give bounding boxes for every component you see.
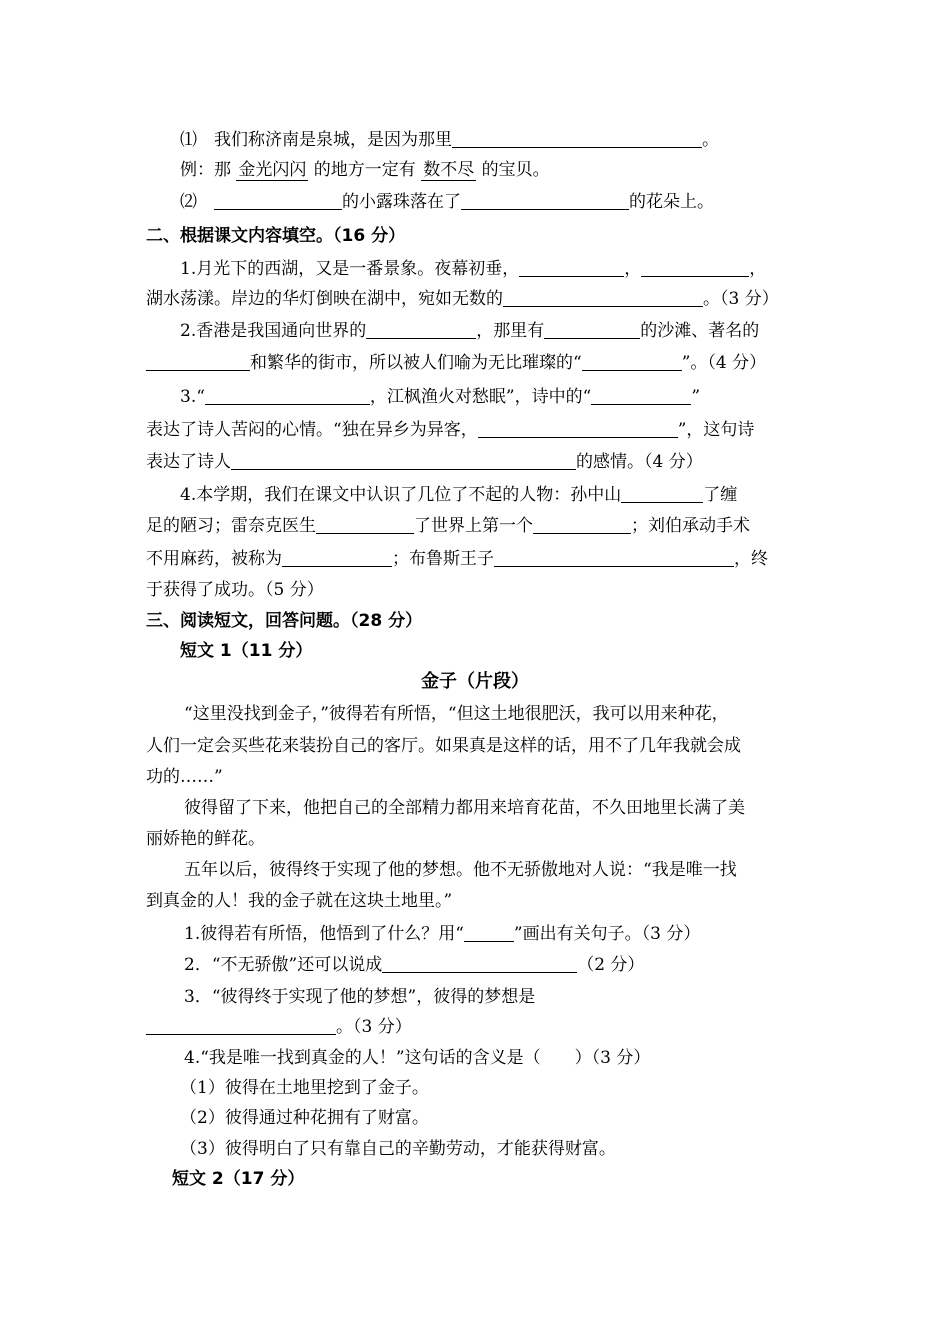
answer-blank[interactable]: [544, 320, 640, 339]
answer-blank[interactable]: [641, 258, 749, 277]
part2-q4-line2: [146, 514, 750, 538]
answer-blank[interactable]: [452, 129, 702, 148]
part2-q3-line3: [146, 450, 703, 474]
passage-line: 到真金的人！我的金子就在这块土地里。”: [146, 891, 453, 911]
answer-blank[interactable]: [494, 548, 734, 567]
part1-q1-end: 。: [702, 130, 719, 150]
passage2-label: 短文 2（17 分）: [172, 1169, 305, 1189]
part2-q1-line1: [180, 257, 766, 281]
text: 和繁华的街市，所以被人们喻为无比璀璨的“: [250, 353, 582, 373]
option-1: （1）彼得在土地里挖到了金子。: [180, 1078, 429, 1098]
answer-blank[interactable]: [205, 386, 370, 405]
part2-heading: 二、根据课文内容填空。（16 分）: [146, 226, 406, 246]
text: ，: [749, 259, 767, 279]
part3-q4: 4.“我是唯一找到真金的人！”这句话的含义是（ ）（3 分）: [184, 1048, 651, 1068]
part2-q4-line1: [180, 483, 737, 507]
part1-q2: [180, 190, 714, 214]
part3-heading: 三、阅读短文，回答问题。（28 分）: [146, 611, 423, 631]
answer-blank[interactable]: [621, 484, 703, 503]
answer-blank[interactable]: [461, 191, 629, 210]
underline-sample: [464, 923, 514, 942]
example-underlined-word-2: 数不尽: [423, 160, 475, 180]
text: 了缠: [703, 485, 738, 505]
answer-blank[interactable]: [146, 1016, 336, 1035]
passage-line: 彼得留了下来，他把自己的全部精力都用来培育花苗，不久田地里长满了美: [184, 798, 745, 818]
text: 3.“: [180, 387, 205, 407]
text: 2.香港是我国通向世界的: [180, 321, 367, 341]
part1-q1: [180, 128, 719, 152]
part3-q1: [184, 922, 700, 946]
passage1-label: 短文 1（11 分）: [180, 641, 313, 661]
answer-blank[interactable]: [503, 288, 703, 307]
part1-q1-text: ⑴ 我们称济南是泉城，是因为那里: [180, 130, 452, 150]
answer-blank[interactable]: [591, 386, 691, 405]
text: 1.彼得若有所悟，他悟到了什么？用“: [184, 924, 464, 944]
text: 2．“不无骄傲”还可以说成: [184, 955, 383, 975]
text: ，那里有: [476, 321, 545, 341]
text: 4.本学期，我们在课文中认识了几位了不起的人物：孙中山: [180, 485, 622, 505]
text: ”。（4 分）: [681, 353, 767, 373]
example-end: 的宝贝。: [476, 160, 550, 180]
text: ，终: [734, 549, 768, 569]
part3-q3-line1: 3．“彼得终于实现了他的梦想”，彼得的梦想是: [184, 987, 536, 1007]
passage-title: 金子（片段）: [421, 671, 529, 692]
part2-q3-line2: [146, 418, 754, 442]
text: ”，这句诗: [677, 420, 755, 440]
passage-line: 丽娇艳的鲜花。: [146, 829, 265, 849]
text: 不用麻药，被称为: [146, 549, 282, 569]
passage-line: “这里没找到金子，”彼得若有所悟，“但这土地很肥沃，我可以用来种花，: [184, 704, 729, 724]
answer-blank[interactable]: [316, 515, 414, 534]
text: 。（3 分）: [703, 289, 779, 309]
text: 的感情。（4 分）: [576, 452, 703, 472]
answer-blank[interactable]: [382, 954, 577, 973]
text: ，江枫渔火对愁眠”，诗中的“: [369, 387, 592, 407]
answer-blank[interactable]: [519, 258, 624, 277]
text: ，: [624, 259, 642, 279]
answer-blank[interactable]: [214, 191, 342, 210]
text: ”: [691, 387, 701, 407]
text: 了世界上第一个: [414, 516, 533, 536]
text: 。（3 分）: [336, 1017, 412, 1037]
text: ”画出有关句子。（3 分）: [513, 924, 701, 944]
answer-blank[interactable]: [366, 320, 476, 339]
text: ；刘伯承动手术: [631, 516, 750, 536]
part2-q3-line1: [180, 385, 700, 409]
answer-blank[interactable]: [478, 419, 678, 438]
part2-q1-line2: [146, 287, 779, 311]
option-3: （3）彼得明白了只有靠自己的辛勤劳动，才能获得财富。: [180, 1139, 616, 1159]
answer-blank[interactable]: [231, 451, 576, 470]
part2-q2-line1: [180, 319, 759, 343]
answer-blank[interactable]: [533, 515, 631, 534]
example-prefix: 例：那: [180, 160, 237, 180]
text: 表达了诗人苦闷的心情。“独在异乡为异客，: [146, 420, 478, 440]
text: 表达了诗人: [146, 452, 231, 472]
answer-blank[interactable]: [282, 548, 392, 567]
part3-q2: [184, 953, 644, 977]
text: 1.月光下的西湖，又是一番景象。夜幕初垂，: [180, 259, 520, 279]
text: 足的陋习；雷奈克医生: [146, 516, 316, 536]
part2-q4-line3: [146, 547, 768, 571]
part2-q4-line4: 于获得了成功。（5 分）: [146, 580, 324, 600]
example-middle: 的地方一定有: [308, 160, 422, 180]
passage-line: 功的……”: [146, 767, 223, 787]
text: ；布鲁斯王子: [392, 549, 494, 569]
text: 湖水荡漾。岸边的华灯倒映在湖中，宛如无数的: [146, 289, 503, 309]
answer-blank[interactable]: [582, 352, 682, 371]
part1-q2-mid: 的小露珠落在了: [342, 192, 461, 212]
text: （2 分）: [577, 955, 645, 975]
answer-blank[interactable]: [146, 352, 250, 371]
part1-q2-end: 的花朵上。: [629, 192, 714, 212]
option-2: （2）彼得通过种花拥有了财富。: [180, 1108, 429, 1128]
part1-example: [180, 158, 550, 182]
passage-line: 五年以后，彼得终于实现了他的梦想。他不无骄傲地对人说：“我是唯一找: [184, 860, 737, 880]
example-underlined-word-1: 金光闪闪: [238, 160, 307, 180]
passage-line: 人们一定会买些花来装扮自己的客厅。如果真是这样的话，用不了几年我就会成: [146, 736, 741, 756]
text: 的沙滩、著名的: [640, 321, 760, 341]
part3-q3-line2: [146, 1015, 412, 1039]
part1-q2-number: ⑵: [180, 192, 197, 212]
part2-q2-line2: [146, 351, 766, 375]
